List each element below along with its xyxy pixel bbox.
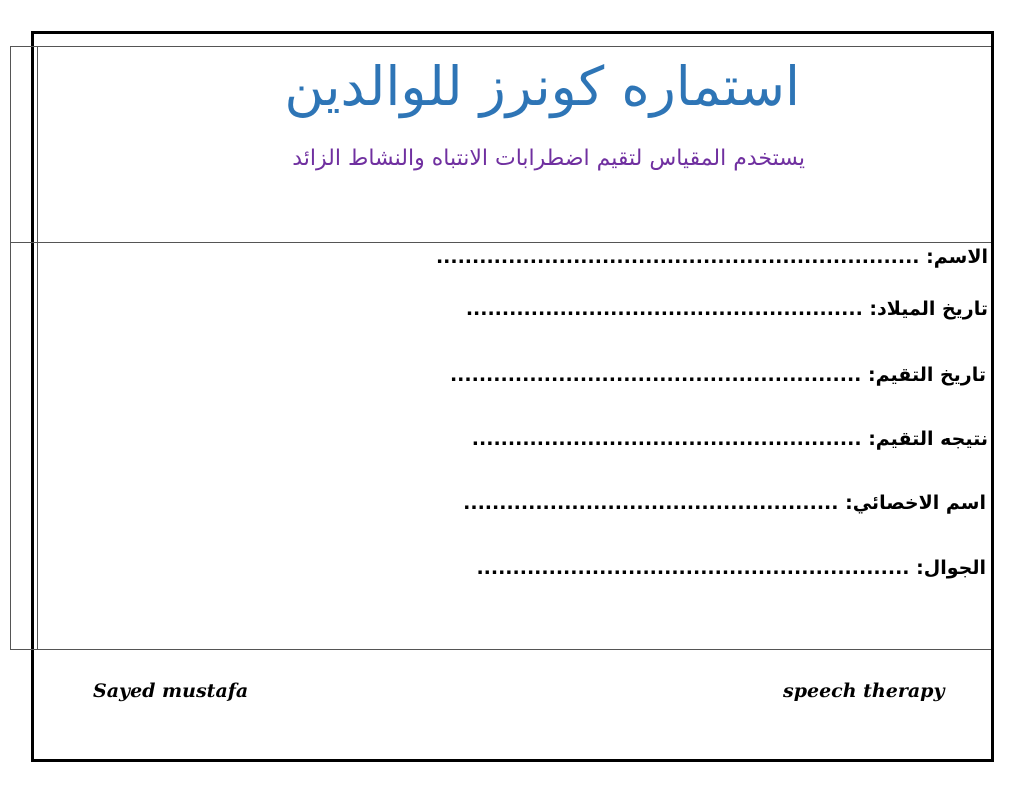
field-mobile-dots: ............................................................ (476, 557, 910, 579)
field-birth-date-label: تاريخ الميلاد: (869, 298, 988, 320)
field-specialist-name-dots: .................................................... (463, 492, 839, 514)
signature-left: Sayed mustafa (93, 680, 249, 702)
field-assessment-result[interactable] (472, 430, 988, 449)
field-assessment-result-label: نتيجه التقيم: (868, 428, 988, 450)
form-title: استماره كونرز للوالدين (284, 55, 800, 118)
field-specialist-name-label: اسم الاخصائي: (845, 492, 986, 514)
top-rule (10, 46, 991, 47)
field-mobile-label: الجوال: (916, 557, 986, 579)
field-mobile[interactable] (476, 559, 986, 578)
inner-left-line (10, 46, 11, 650)
field-assessment-date-dots: ......................................................... (449, 364, 862, 386)
field-name-label: الاسم: (926, 246, 988, 268)
field-assessment-date[interactable] (450, 366, 986, 385)
field-birth-date[interactable] (466, 300, 988, 319)
field-assessment-result-dots: ...................................................... (471, 428, 862, 450)
field-specialist-name[interactable] (463, 494, 986, 513)
header-divider (10, 242, 991, 243)
field-name[interactable] (436, 248, 988, 267)
field-name-dots: ................................................................... (435, 246, 920, 268)
field-assessment-date-label: تاريخ التقيم: (868, 364, 986, 386)
field-birth-date-dots: ....................................................... (465, 298, 863, 320)
footer-divider (10, 649, 991, 650)
signature-right: speech therapy (783, 680, 945, 702)
inner-left-line-2 (37, 46, 38, 650)
form-subtitle: يستخدم المقياس لتقيم اضطرابات الانتباه والنشاط الزائد (292, 146, 805, 171)
outer-frame (31, 31, 994, 762)
